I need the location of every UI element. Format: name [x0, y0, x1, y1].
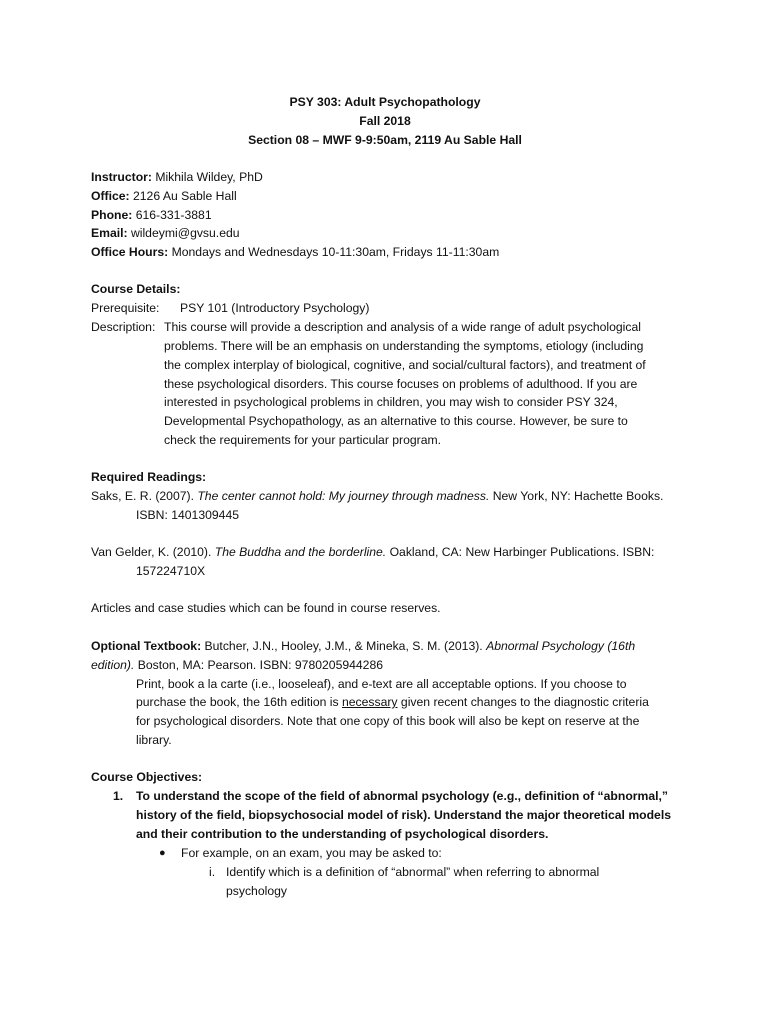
course-term: Fall 2018 — [359, 114, 411, 128]
office-value: 2126 Au Sable Hall — [129, 189, 237, 203]
reading-1-isbn: ISBN: 1401309445 — [136, 508, 239, 522]
reading-2-title: The Buddha and the borderline. — [214, 545, 387, 559]
phone-label: Phone: — [91, 208, 133, 222]
reading-2: Van Gelder, K. (2010). The Buddha and the borderline. Oakland, CA: New Harbinger Publications. ISBN: — [91, 545, 655, 559]
optional-note-line: for psychological disorders. Note that one copy of this book will also be kept on reserve at the — [136, 714, 640, 728]
bullet-icon: ● — [159, 847, 166, 859]
prerequisite-value: PSY 101 (Introductory Psychology) — [180, 301, 370, 315]
office-hours-line — [91, 244, 499, 260]
office-label: Office: — [91, 189, 130, 203]
optional-note-line: library. — [136, 733, 172, 747]
email-label: Email: — [91, 226, 128, 240]
optional-note-line: purchase the book, the 16th edition is necessary given recent changes to the diagnostic criteria — [136, 695, 649, 709]
optional-textbook-label: Optional Textbook: — [91, 639, 202, 653]
reading-1-title: The center cannot hold: My journey through madness. — [197, 489, 490, 503]
description-line: This course will provide a description and analysis of a wide range of adult psychological — [164, 320, 641, 334]
course-details-heading: Course Details: — [91, 282, 181, 296]
necessary-underlined: necessary — [341, 695, 398, 709]
optional-note-line: Print, book a la carte (i.e., looseleaf), and e-text are all acceptable options. If you choose to — [136, 677, 627, 691]
description-line: interested in psychological problems in children, you may wish to consider PSY 324, — [164, 395, 618, 409]
phone-value: 616-331-3881 — [132, 208, 212, 222]
course-objectives-heading: Course Objectives: — [91, 770, 203, 784]
email-line — [91, 225, 240, 241]
description-line: Developmental Psychopathology, as an alternative to this course. However, be sure to — [164, 414, 628, 428]
objective-1-line: To understand the scope of the field of abnormal psychology (e.g., definition of “abnormal,” — [136, 789, 668, 803]
objective-1-line: and their contribution to the understanding of psychological disorders. — [136, 827, 549, 841]
bullet-item: For example, on an exam, you may be asked to: — [181, 846, 442, 860]
description-line: the complex interplay of biological, cognitive, and social/cultural factors), and treatment of — [164, 358, 646, 372]
instructor-line — [91, 169, 263, 185]
objective-1-line: history of the field, biopsychosocial model of risk). Understand the major theoretical models — [136, 808, 671, 822]
description-line: these psychological disorders. This course focuses on problems of adulthood. If you are — [164, 377, 638, 391]
description-line: check the requirements for your particular program. — [164, 433, 442, 447]
objective-1-number: 1. — [113, 789, 124, 803]
instructor-value: Mikhila Wildey, PhD — [151, 170, 263, 184]
description-label: Description: — [91, 320, 156, 334]
prerequisite-label: Prerequisite: — [91, 301, 160, 315]
phone-line — [91, 207, 212, 223]
optional-textbook-line-1: Optional Textbook: Butcher, J.N., Hooley, J.M., & Mineka, S. M. (2013). Abnormal Psychology (16th — [91, 639, 636, 653]
sub-item-line: Identify which is a definition of “abnormal” when referring to abnormal — [226, 865, 600, 879]
reading-1: Saks, E. R. (2007). The center cannot hold: My journey through madness. New York, NY: Hachette Books. — [91, 489, 664, 503]
required-readings-heading: Required Readings: — [91, 470, 207, 484]
instructor-label: Instructor: — [91, 170, 152, 184]
sub-item-number: i. — [209, 865, 216, 879]
articles-note: Articles and case studies which can be found in course reserves. — [91, 601, 441, 615]
reading-2-isbn: 157224710X — [136, 564, 206, 578]
course-section: Section 08 – MWF 9-9:50am, 2119 Au Sable Hall — [248, 133, 522, 147]
course-title: PSY 303: Adult Psychopathology — [289, 95, 481, 109]
office-hours-value: Mondays and Wednesdays 10-11:30am, Fridays 11-11:30am — [168, 245, 500, 259]
optional-textbook-line-2: edition). Boston, MA: Pearson. ISBN: 9780205944286 — [91, 658, 384, 672]
description-line: problems. There will be an emphasis on understanding the symptoms, etiology (including — [164, 339, 644, 353]
sub-item-line: psychology — [226, 884, 287, 898]
office-line — [91, 188, 237, 204]
email-value[interactable]: wildeymi@gvsu.edu — [127, 226, 240, 240]
office-hours-label: Office Hours: — [91, 245, 169, 259]
